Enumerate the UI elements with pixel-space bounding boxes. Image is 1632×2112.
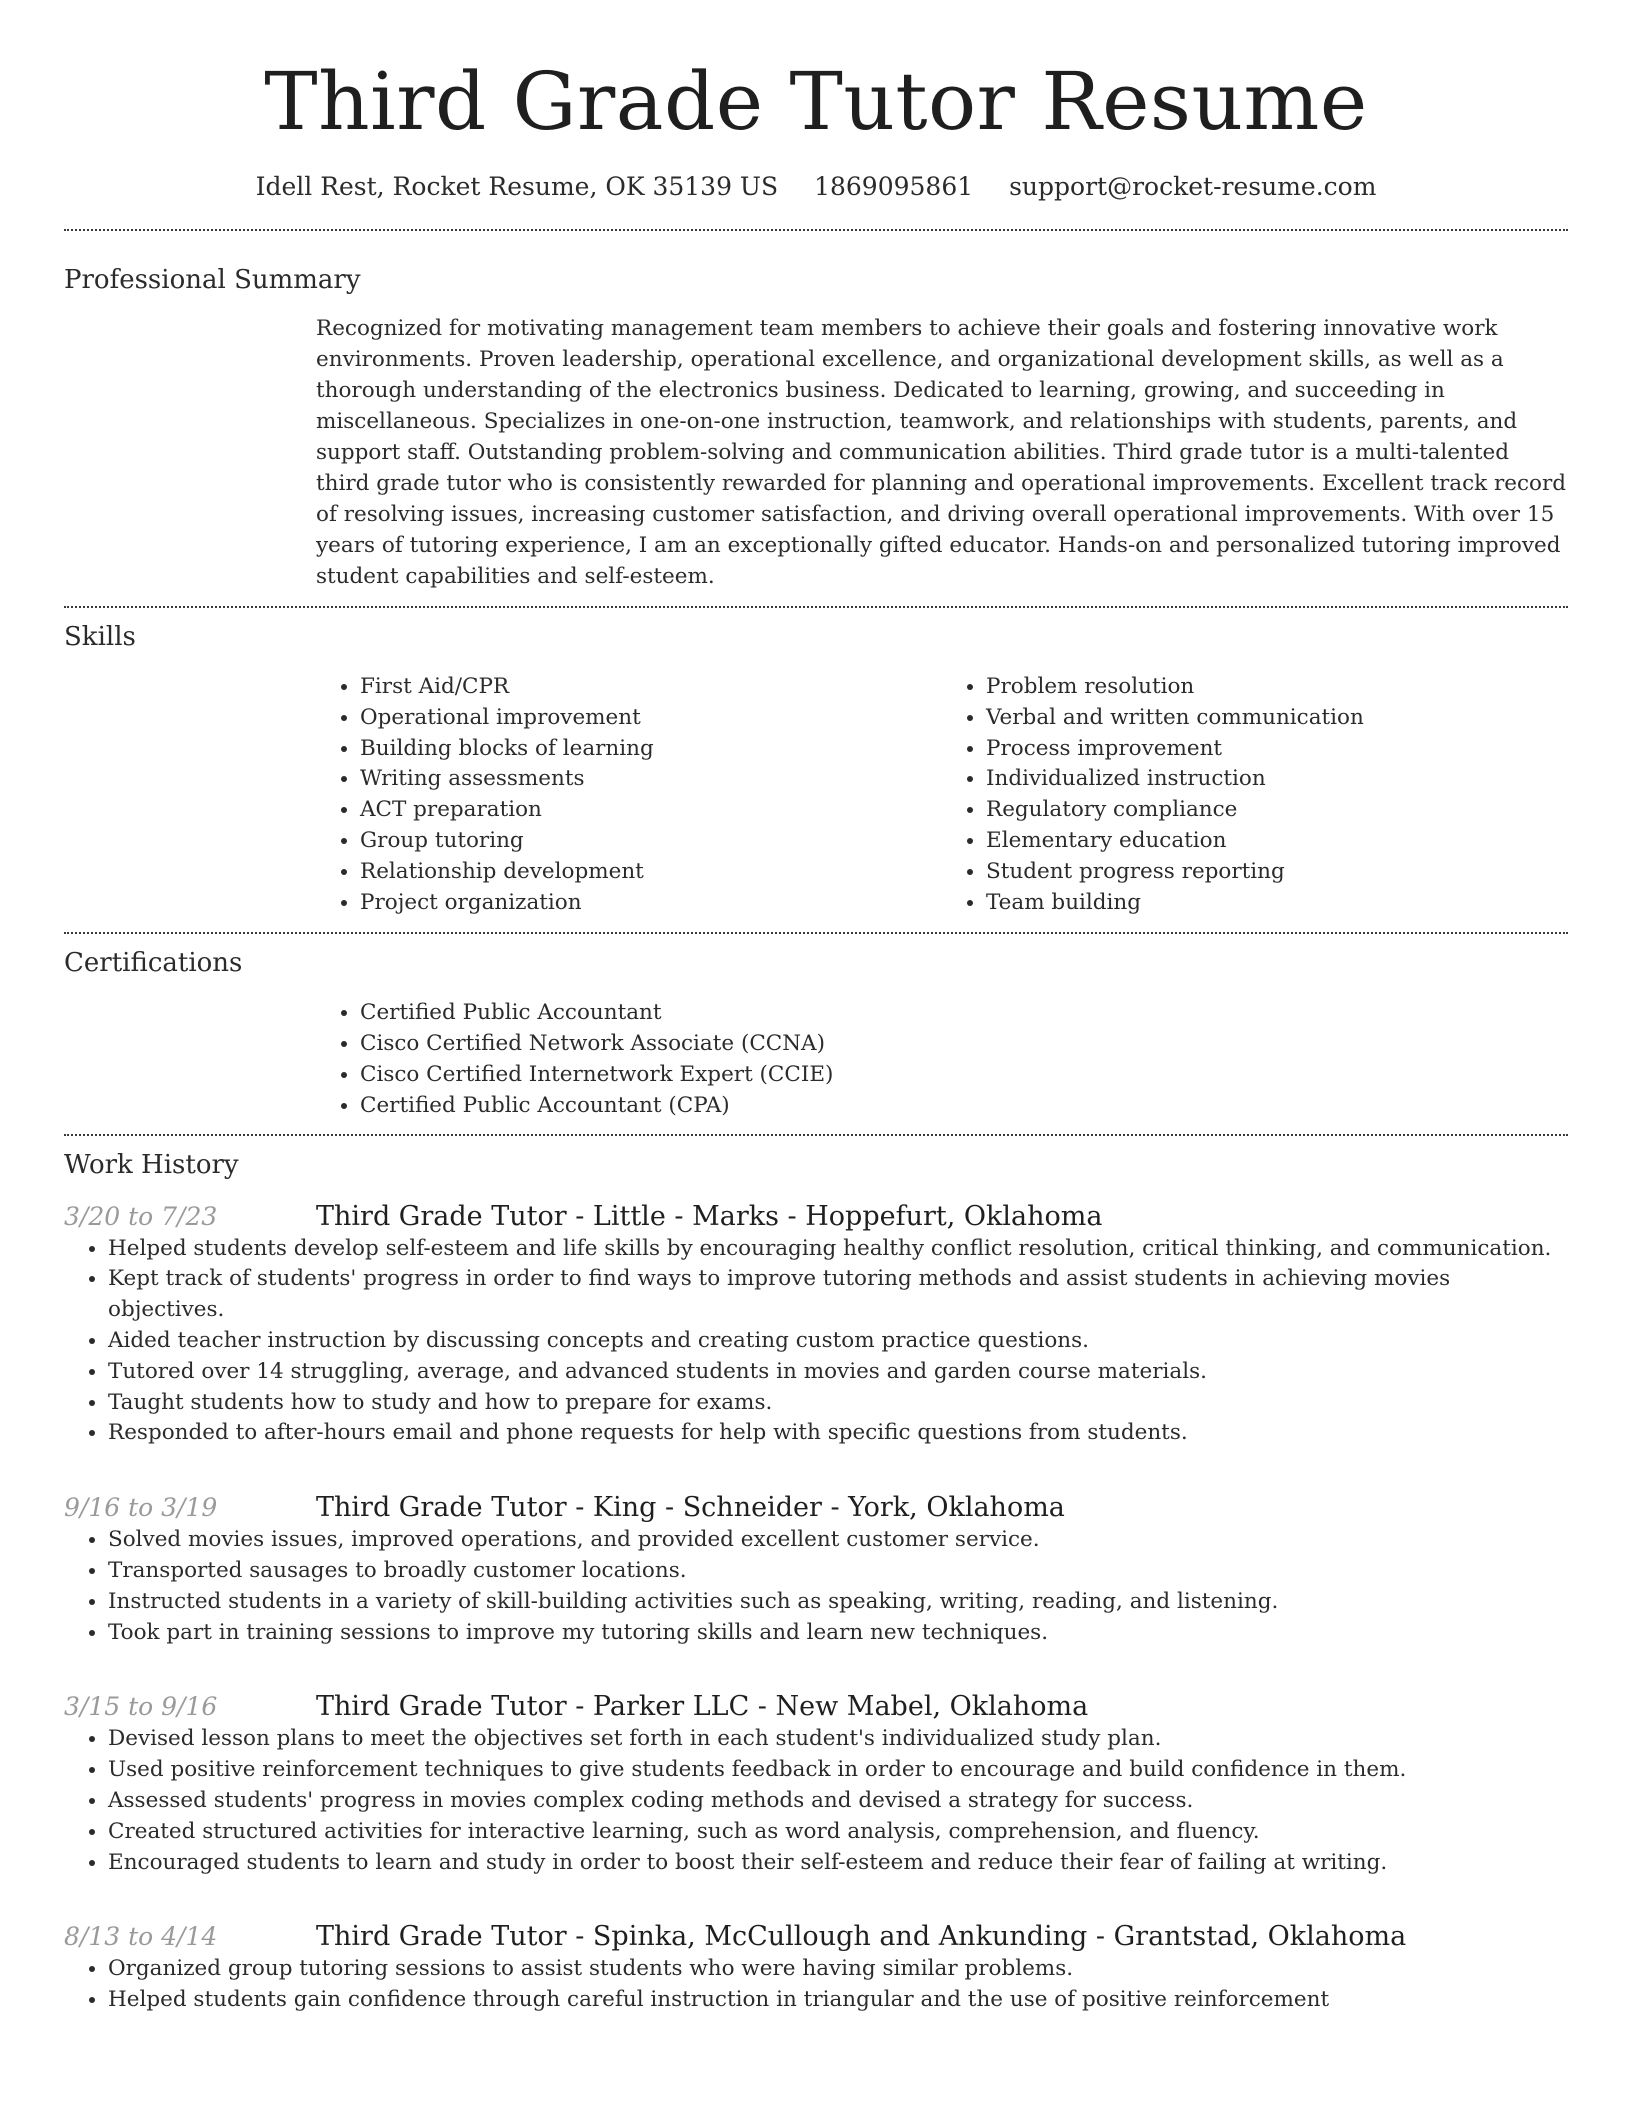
job-entry xyxy=(64,1920,1568,2016)
job-bullets xyxy=(64,1954,1568,2016)
certifications-list xyxy=(316,998,1568,1121)
list-item: • Individualized instruction xyxy=(986,764,1568,795)
job-title: Third Grade Tutor - Little - Marks - Hoppefurt, Oklahoma xyxy=(316,1200,1103,1232)
section-heading-certifications: Certifications xyxy=(64,948,243,979)
list-item: • Took part in training sessions to improve my tutoring skills and learn new techniques. xyxy=(108,1618,1568,1649)
job-bullets xyxy=(64,1525,1568,1648)
job-entry xyxy=(64,1690,1568,1878)
section-heading-work-history: Work History xyxy=(64,1149,239,1180)
list-item: • Encouraged students to learn and study in order to boost their self-esteem and reduce their fear of failing at writing. xyxy=(108,1848,1568,1879)
job-bullets xyxy=(64,1234,1568,1450)
skills-list-left xyxy=(316,672,942,918)
list-item: • Project organization xyxy=(360,888,942,919)
list-item: • Building blocks of learning xyxy=(360,734,942,765)
section-heading-summary: Professional Summary xyxy=(64,265,361,295)
list-item: • Cisco Certified Internetwork Expert (CCIE) xyxy=(360,1060,1568,1091)
list-item: • Certified Public Accountant xyxy=(360,998,1568,1029)
professional-summary-section xyxy=(64,263,1568,592)
job-title: Third Grade Tutor - Spinka, McCullough and Ankunding - Grantstad, Oklahoma xyxy=(316,1921,1407,1953)
certifications-list-wrap xyxy=(316,998,1568,1121)
job-dates: 9/16 to 3/19 xyxy=(64,1493,218,1523)
job-dates: 8/13 to 4/14 xyxy=(64,1922,218,1952)
list-item: • Relationship development xyxy=(360,857,942,888)
skills-section xyxy=(64,620,1568,918)
section-heading-skills: Skills xyxy=(64,622,136,652)
job-entry xyxy=(64,1491,1568,1648)
contact-line xyxy=(64,171,1568,203)
list-item: • Organized group tutoring sessions to assist students who were having similar problems. xyxy=(108,1954,1568,1985)
skills-list-right xyxy=(942,672,1568,918)
list-item: • Kept track of students' progress in order to find ways to improve tutoring methods and assist students in achieving movies objectives. xyxy=(108,1264,1568,1326)
job-dates: 3/20 to 7/23 xyxy=(64,1201,218,1231)
list-item: • Tutored over 14 struggling, average, and advanced students in movies and garden course materials. xyxy=(108,1357,1568,1388)
job-header xyxy=(64,1491,1568,1525)
list-item: • Writing assessments xyxy=(360,764,942,795)
summary-text: Recognized for motivating management team members to achieve their goals and fostering innovative work environments. Proven leadership, operational excellence, and organizational development skills, as well as a thorough understanding of the electronics business. Dedicated to learning, growing, and succeeding in miscellaneous. Specializes in one-on-one instruction, teamwork, and relationships with students, parents, and support staff. Outstanding problem-solving and communication abilities. Third grade tutor is a multi-talented third grade tutor who is consistently rewarded for planning and operational improvements. Excellent track record of resolving issues, increasing customer satisfaction, and driving overall operational improvements. With over 15 years of tutoring experience, I am an exceptionally gifted educator. Hands-on and personalized tutoring improved student capabilities and self-esteem. xyxy=(316,316,1567,589)
contact-phone: 1869095861 xyxy=(814,172,974,201)
job-header xyxy=(64,1690,1568,1724)
list-item: • Problem resolution xyxy=(986,672,1568,703)
list-item: • Created structured activities for interactive learning, such as word analysis, comprehension, and fluency. xyxy=(108,1817,1568,1848)
job-header xyxy=(64,1200,1568,1234)
list-item: • Assessed students' progress in movies complex coding methods and devised a strategy for success. xyxy=(108,1786,1568,1817)
job-title: Third Grade Tutor - King - Schneider - York, Oklahoma xyxy=(316,1492,1065,1524)
job-title: Third Grade Tutor - Parker LLC - New Mabel, Oklahoma xyxy=(316,1691,1089,1723)
list-item: • ACT preparation xyxy=(360,795,942,826)
list-item: • Team building xyxy=(986,888,1568,919)
list-item: • Certified Public Accountant (CPA) xyxy=(360,1091,1568,1122)
list-item: • Responded to after-hours email and phone requests for help with specific questions from students. xyxy=(108,1418,1568,1449)
work-history-section xyxy=(64,1148,1568,2016)
list-item: • Operational improvement xyxy=(360,703,942,734)
list-item: • Verbal and written communication xyxy=(986,703,1568,734)
job-header xyxy=(64,1920,1568,1954)
list-item: • Group tutoring xyxy=(360,826,942,857)
job-entry xyxy=(64,1200,1568,1450)
job-dates: 3/15 to 9/16 xyxy=(64,1692,218,1722)
skills-columns xyxy=(316,672,1568,918)
section-divider xyxy=(64,932,1568,934)
section-divider xyxy=(64,229,1568,231)
list-item: • Process improvement xyxy=(986,734,1568,765)
section-divider xyxy=(64,1134,1568,1136)
list-item: • Taught students how to study and how to prepare for exams. xyxy=(108,1388,1568,1419)
section-divider xyxy=(64,606,1568,608)
list-item: • Student progress reporting xyxy=(986,857,1568,888)
list-item: • Transported sausages to broadly customer locations. xyxy=(108,1556,1568,1587)
list-item: • Cisco Certified Network Associate (CCNA) xyxy=(360,1029,1568,1060)
list-item: • Devised lesson plans to meet the objectives set forth in each student's individualized study plan. xyxy=(108,1724,1568,1755)
list-item: • Instructed students in a variety of skill-building activities such as speaking, writing, reading, and listening. xyxy=(108,1587,1568,1618)
page-title: Third Grade Tutor Resume xyxy=(264,55,1368,148)
list-item: • Regulatory compliance xyxy=(986,795,1568,826)
list-item: • Used positive reinforcement techniques to give students feedback in order to encourage and build confidence in them. xyxy=(108,1755,1568,1786)
list-item: • First Aid/CPR xyxy=(360,672,942,703)
certifications-section xyxy=(64,946,1568,1121)
list-item: • Helped students develop self-esteem and life skills by encouraging healthy conflict resolution, critical thinking, and communication. xyxy=(108,1234,1568,1265)
list-item: • Aided teacher instruction by discussing concepts and creating custom practice questions. xyxy=(108,1326,1568,1357)
contact-address: Idell Rest, Rocket Resume, OK 35139 US xyxy=(255,172,779,201)
list-item: • Solved movies issues, improved operations, and provided excellent customer service. xyxy=(108,1525,1568,1556)
list-item: • Elementary education xyxy=(986,826,1568,857)
list-item: • Helped students gain confidence through careful instruction in triangular and the use of positive reinforcement xyxy=(108,1985,1568,2016)
contact-email: support@rocket-resume.com xyxy=(1009,172,1377,201)
job-bullets xyxy=(64,1724,1568,1878)
